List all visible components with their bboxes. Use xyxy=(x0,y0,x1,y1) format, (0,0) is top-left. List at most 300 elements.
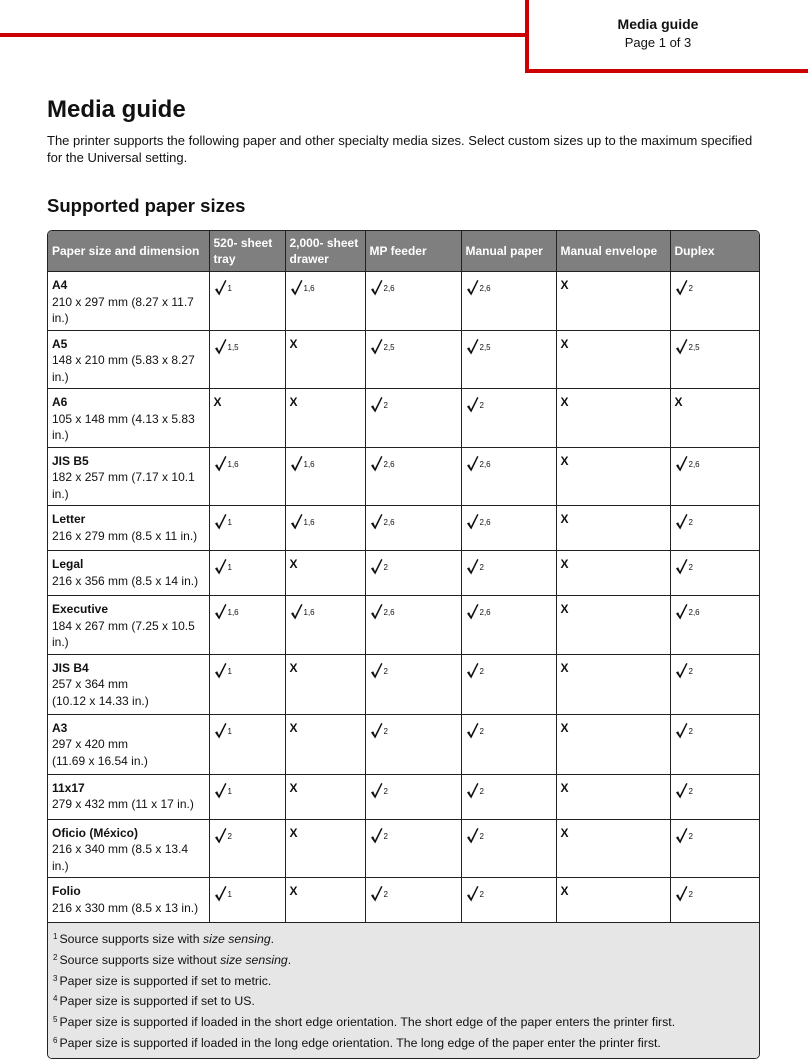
checkmark-icon xyxy=(370,885,383,907)
support-cell xyxy=(365,551,461,596)
footnote-reference: 1 xyxy=(227,726,232,736)
supported-mark xyxy=(214,513,232,535)
support-cell xyxy=(556,878,670,923)
support-cell xyxy=(461,654,556,714)
unsupported-mark: X xyxy=(560,660,569,675)
footnote-reference: 2,6 xyxy=(383,518,395,527)
footnote-reference: 1,6 xyxy=(303,608,315,617)
unsupported-mark: X xyxy=(560,395,569,409)
paper-size-cell xyxy=(48,272,209,331)
support-cell xyxy=(461,596,556,655)
supported-mark xyxy=(675,827,693,849)
unsupported-mark: X xyxy=(560,557,569,571)
support-cell xyxy=(461,447,556,506)
checkmark-icon xyxy=(214,338,227,360)
table-row xyxy=(48,330,759,389)
support-cell xyxy=(209,654,285,714)
footnote-emphasis: size sensing xyxy=(202,932,271,946)
col-header-mp-feeder: MP feeder xyxy=(365,231,461,272)
supported-mark xyxy=(290,279,315,301)
checkmark-icon xyxy=(675,558,688,580)
checkmark-icon xyxy=(370,396,383,418)
unsupported-mark: X xyxy=(289,395,298,409)
supported-mark xyxy=(370,558,388,580)
support-cell xyxy=(209,878,285,923)
checkmark-icon xyxy=(214,558,227,580)
support-cell xyxy=(365,596,461,655)
footnote-reference: 2,6 xyxy=(383,608,395,617)
paper-size-name: 11x17 xyxy=(52,780,85,795)
unsupported-mark: X xyxy=(560,884,569,898)
supported-mark xyxy=(675,885,693,907)
paper-size-name: Letter xyxy=(52,512,86,526)
supported-mark xyxy=(675,513,693,535)
support-cell xyxy=(285,774,365,819)
checkmark-icon xyxy=(466,396,479,418)
paper-size-cell xyxy=(48,596,209,655)
support-cell xyxy=(556,714,670,774)
supported-mark xyxy=(370,603,395,625)
header-rule-right xyxy=(525,69,808,73)
unsupported-mark: X xyxy=(289,720,298,735)
supported-mark xyxy=(466,885,484,907)
support-cell xyxy=(209,774,285,819)
paper-size-name: Executive xyxy=(52,602,109,616)
checkmark-icon xyxy=(466,603,479,625)
footnote-reference: 2,6 xyxy=(688,608,700,617)
footnote-reference: 2 xyxy=(479,666,484,676)
supported-mark xyxy=(214,885,232,907)
paper-size-cell xyxy=(48,389,209,448)
support-cell xyxy=(670,330,759,389)
header-rule-left xyxy=(0,33,528,37)
footnote-reference: 2 xyxy=(688,284,693,293)
paper-size-name: Legal xyxy=(52,557,84,571)
footnote xyxy=(53,1012,754,1033)
footnote xyxy=(53,1033,754,1054)
footnote-reference: 2 xyxy=(383,401,388,410)
footnote xyxy=(53,991,754,1012)
support-cell xyxy=(670,272,759,331)
paper-size-cell xyxy=(48,654,209,714)
support-cell xyxy=(365,774,461,819)
footnote-reference: 2 xyxy=(688,786,693,796)
paper-size-dimension: 184 x 267 mm (7.25 x 10.5 in.) xyxy=(52,618,195,649)
checkmark-icon xyxy=(214,279,227,301)
support-cell xyxy=(556,506,670,551)
supported-mark xyxy=(466,782,484,804)
paper-size-name: A5 xyxy=(52,336,68,351)
support-cell xyxy=(365,819,461,878)
supported-mark xyxy=(466,455,491,477)
footnote-number: 5 xyxy=(53,1015,58,1025)
supported-mark xyxy=(290,513,315,535)
paper-size-dimension: 216 x 356 mm (8.5 x 14 in.) xyxy=(52,573,199,588)
footnote-reference: 2 xyxy=(383,666,388,676)
support-cell xyxy=(285,654,365,714)
paper-size-cell xyxy=(48,819,209,878)
paper-size-cell xyxy=(48,714,209,774)
paper-size-name: Oficio (México) xyxy=(52,825,139,840)
footnote-number: 4 xyxy=(53,994,58,1004)
footnote-text: Paper size is supported if loaded in the long edge orientation. The long edge of the paper enter the printer first. xyxy=(59,1035,661,1050)
footnote-reference: 1,6 xyxy=(227,608,239,617)
footnote-reference: 1,6 xyxy=(227,459,239,469)
support-cell xyxy=(209,389,285,448)
paper-size-dimension: 182 x 257 mm (7.17 x 10.1 in.) xyxy=(52,470,195,501)
paper-size-name: JIS B5 xyxy=(52,453,89,468)
paper-size-dimension: 216 x 330 mm (8.5 x 13 in.) xyxy=(52,900,199,915)
support-cell xyxy=(209,819,285,878)
supported-mark xyxy=(370,279,395,301)
support-cell xyxy=(365,447,461,506)
footnote-number: 3 xyxy=(53,973,58,983)
support-cell xyxy=(670,819,759,878)
footnote-text-end: . xyxy=(287,952,292,967)
footnote-reference: 2,6 xyxy=(383,459,395,469)
footnote-reference: 1 xyxy=(227,284,232,293)
checkmark-icon xyxy=(214,603,227,625)
paper-sizes-table xyxy=(47,230,760,1059)
unsupported-mark: X xyxy=(289,780,298,795)
support-cell xyxy=(365,654,461,714)
supported-mark xyxy=(214,338,239,360)
support-cell xyxy=(556,774,670,819)
support-cell xyxy=(285,506,365,551)
supported-mark xyxy=(675,279,693,301)
supported-mark xyxy=(466,603,491,625)
checkmark-icon xyxy=(675,827,688,849)
unsupported-mark: X xyxy=(289,884,298,898)
footnote-text: Source supports size with xyxy=(59,932,203,946)
support-cell xyxy=(209,272,285,331)
footnote-reference: 2,6 xyxy=(479,608,491,617)
checkmark-icon xyxy=(370,513,383,535)
footnote xyxy=(53,971,754,992)
support-cell xyxy=(556,596,670,655)
paper-size-name: A4 xyxy=(52,278,68,292)
footnote-reference: 2 xyxy=(383,726,388,736)
checkmark-icon xyxy=(675,603,688,625)
table-row xyxy=(48,714,759,774)
unsupported-mark: X xyxy=(289,336,298,351)
support-cell xyxy=(461,551,556,596)
unsupported-mark: X xyxy=(560,278,569,292)
footnote-reference: 2 xyxy=(688,518,693,527)
supported-mark xyxy=(370,513,395,535)
supported-mark xyxy=(466,827,484,849)
footnote-emphasis: size sensing xyxy=(220,952,288,967)
support-cell xyxy=(209,447,285,506)
paper-size-dimension: 105 x 148 mm (4.13 x 5.83 in.) xyxy=(52,411,195,442)
support-cell xyxy=(670,506,759,551)
checkmark-icon xyxy=(214,662,227,684)
supported-mark xyxy=(675,603,700,625)
support-cell xyxy=(670,447,759,506)
support-cell xyxy=(285,272,365,331)
page-header xyxy=(530,14,786,52)
support-cell xyxy=(556,389,670,448)
support-cell xyxy=(285,389,365,448)
footnote-reference: 2 xyxy=(479,786,484,796)
unsupported-mark: X xyxy=(560,336,569,351)
supported-mark xyxy=(290,603,315,625)
support-cell xyxy=(461,330,556,389)
supported-mark xyxy=(466,279,491,301)
support-cell xyxy=(285,878,365,923)
footnote-text: Source supports size without xyxy=(59,952,221,967)
footnote-reference: 1 xyxy=(227,890,232,899)
supported-mark xyxy=(370,885,388,907)
footnote-reference: 2 xyxy=(479,401,484,410)
support-cell xyxy=(285,819,365,878)
checkmark-icon xyxy=(675,338,688,360)
col-header-2000-sheet-drawer: 2,000- sheet drawer xyxy=(285,231,365,272)
paper-size-dimension: 279 x 432 mm (11 x 17 in.) xyxy=(52,797,194,811)
header-title: Media guide xyxy=(617,16,699,32)
supported-mark xyxy=(466,338,491,360)
support-cell xyxy=(365,714,461,774)
footnote-reference: 1 xyxy=(227,518,232,527)
supported-mark xyxy=(675,558,693,580)
unsupported-mark: X xyxy=(560,825,569,840)
supported-mark xyxy=(214,279,232,301)
checkmark-icon xyxy=(466,455,479,477)
checkmark-icon xyxy=(370,338,383,360)
support-cell xyxy=(461,714,556,774)
footnote-reference: 1,5 xyxy=(227,342,239,352)
header-page-number: Page 1 of 3 xyxy=(624,35,692,50)
header-rule-vertical xyxy=(525,0,529,73)
footnote-reference: 1 xyxy=(227,786,232,796)
support-cell xyxy=(670,389,759,448)
table-row xyxy=(48,819,759,878)
unsupported-mark: X xyxy=(674,395,683,409)
footnote-reference: 2 xyxy=(383,786,388,796)
col-header-paper-size: Paper size and dimension xyxy=(48,231,209,272)
support-cell xyxy=(365,330,461,389)
col-header-duplex: Duplex xyxy=(670,231,759,272)
supported-mark xyxy=(214,662,232,684)
footnote-reference: 2 xyxy=(688,890,693,899)
unsupported-mark: X xyxy=(560,602,569,616)
paper-size-dimension: 216 x 340 mm (8.5 x 13.4 in.) xyxy=(52,842,189,873)
supported-mark xyxy=(466,662,484,684)
support-cell xyxy=(461,819,556,878)
supported-mark xyxy=(675,338,700,360)
supported-mark xyxy=(370,662,388,684)
checkmark-icon xyxy=(370,662,383,684)
footnote-reference: 2 xyxy=(383,890,388,899)
footnote-reference: 2,5 xyxy=(479,342,491,352)
support-cell xyxy=(209,551,285,596)
table-row xyxy=(48,878,759,923)
checkmark-icon xyxy=(675,455,688,477)
footnote-reference: 1,6 xyxy=(303,459,315,469)
support-cell xyxy=(285,447,365,506)
support-cell xyxy=(365,389,461,448)
support-cell xyxy=(209,330,285,389)
checkmark-icon xyxy=(290,513,303,535)
supported-mark xyxy=(675,455,700,477)
supported-mark xyxy=(370,782,388,804)
footnote-reference: 2,5 xyxy=(383,342,395,352)
paper-size-name: JIS B4 xyxy=(52,660,89,675)
paper-size-dimension: 257 x 364 mm xyxy=(52,677,129,691)
unsupported-mark: X xyxy=(560,453,569,468)
footnote-reference: 2 xyxy=(383,563,388,572)
paper-size-cell xyxy=(48,506,209,551)
footnote-reference: 2,5 xyxy=(688,342,700,352)
paper-size-cell xyxy=(48,330,209,389)
footnote-reference: 2 xyxy=(688,726,693,736)
checkmark-icon xyxy=(466,338,479,360)
checkmark-icon xyxy=(370,455,383,477)
footnote-text: Paper size is supported if set to US. xyxy=(59,994,255,1009)
supported-mark xyxy=(466,396,484,418)
footnote-reference: 2,6 xyxy=(479,284,491,293)
checkmark-icon xyxy=(675,279,688,301)
checkmark-icon xyxy=(214,885,227,907)
supported-mark xyxy=(214,827,232,849)
unsupported-mark: X xyxy=(289,557,298,571)
table-row xyxy=(48,272,759,331)
footnote-reference: 2,6 xyxy=(383,284,395,293)
unsupported-mark: X xyxy=(560,780,569,795)
support-cell xyxy=(556,551,670,596)
checkmark-icon xyxy=(675,885,688,907)
checkmark-icon xyxy=(290,603,303,625)
support-cell xyxy=(670,714,759,774)
support-cell xyxy=(209,506,285,551)
supported-mark xyxy=(466,513,491,535)
footnote-number: 6 xyxy=(53,1035,58,1045)
footnote-reference: 2 xyxy=(479,890,484,899)
footnote-reference: 1,6 xyxy=(303,518,315,527)
section-title: Supported paper sizes xyxy=(47,195,246,216)
checkmark-icon xyxy=(370,558,383,580)
footnote-reference: 2 xyxy=(688,666,693,676)
unsupported-mark: X xyxy=(289,825,298,840)
table-row xyxy=(48,389,759,448)
support-cell xyxy=(461,272,556,331)
footnote-reference: 1 xyxy=(227,666,232,676)
checkmark-icon xyxy=(214,455,227,477)
support-cell xyxy=(556,819,670,878)
support-cell xyxy=(365,878,461,923)
paper-size-dimension: (10.12 x 14.33 in.) xyxy=(52,693,149,708)
checkmark-icon xyxy=(675,782,688,804)
checkmark-icon xyxy=(466,558,479,580)
checkmark-icon xyxy=(214,782,227,804)
paper-size-dimension: 148 x 210 mm (5.83 x 8.27 in.) xyxy=(52,353,195,384)
footnote-reference: 1,6 xyxy=(303,284,315,293)
support-cell xyxy=(209,714,285,774)
checkmark-icon xyxy=(290,279,303,301)
supported-mark xyxy=(214,782,232,804)
checkmark-icon xyxy=(466,885,479,907)
support-cell xyxy=(285,330,365,389)
supported-mark xyxy=(290,455,315,477)
unsupported-mark: X xyxy=(560,720,569,735)
footnote-number: 1 xyxy=(53,932,58,941)
checkmark-icon xyxy=(466,279,479,301)
table-row xyxy=(48,447,759,506)
footnote-text-end: . xyxy=(270,932,275,946)
supported-mark xyxy=(675,722,693,744)
checkmark-icon xyxy=(370,782,383,804)
table-row xyxy=(48,506,759,551)
paper-size-cell xyxy=(48,551,209,596)
checkmark-icon xyxy=(290,455,303,477)
footnote-reference: 2 xyxy=(383,831,388,841)
support-cell xyxy=(285,596,365,655)
checkmark-icon xyxy=(214,722,227,744)
col-header-520-sheet-tray: 520- sheet tray xyxy=(209,231,285,272)
paper-size-cell xyxy=(48,878,209,923)
footnote-reference: 2,6 xyxy=(479,459,491,469)
support-cell xyxy=(365,506,461,551)
checkmark-icon xyxy=(466,513,479,535)
supported-mark xyxy=(370,722,388,744)
supported-mark xyxy=(466,558,484,580)
paper-size-dimension: 210 x 297 mm (8.27 x 11.7 in.) xyxy=(52,294,194,325)
support-cell xyxy=(670,774,759,819)
supported-mark xyxy=(214,722,232,744)
checkmark-icon xyxy=(466,722,479,744)
footnote-reference: 2,6 xyxy=(479,518,491,527)
support-cell xyxy=(670,654,759,714)
col-header-manual-paper: Manual paper xyxy=(461,231,556,272)
support-cell xyxy=(461,389,556,448)
table-row xyxy=(48,654,759,714)
checkmark-icon xyxy=(214,827,227,849)
table-row xyxy=(48,774,759,819)
paper-size-dimension: (11.69 x 16.54 in.) xyxy=(52,753,148,768)
supported-mark xyxy=(370,338,395,360)
support-cell xyxy=(556,654,670,714)
supported-mark xyxy=(214,603,239,625)
support-cell xyxy=(461,774,556,819)
supported-mark xyxy=(214,455,239,477)
footnote-reference: 2 xyxy=(688,563,693,572)
support-cell xyxy=(670,596,759,655)
paper-size-cell xyxy=(48,447,209,506)
checkmark-icon xyxy=(675,722,688,744)
checkmark-icon xyxy=(370,603,383,625)
paper-size-dimension: 216 x 279 mm (8.5 x 11 in.) xyxy=(52,528,198,543)
checkmark-icon xyxy=(370,279,383,301)
support-cell xyxy=(285,714,365,774)
footnote-reference: 2,6 xyxy=(688,459,700,469)
footnotes xyxy=(48,923,759,1058)
footnote-text: Paper size is supported if loaded in the short edge orientation. The short edge of the paper enters the printer first. xyxy=(59,1015,676,1030)
paper-size-name: A6 xyxy=(52,395,68,409)
table-header-row xyxy=(48,231,759,272)
support-cell xyxy=(461,878,556,923)
unsupported-mark: X xyxy=(213,395,222,409)
paper-size-dimension: 297 x 420 mm xyxy=(52,737,129,751)
footnote-reference: 2 xyxy=(479,831,484,841)
footnote xyxy=(53,950,754,971)
support-cell xyxy=(461,506,556,551)
support-cell xyxy=(670,878,759,923)
unsupported-mark: X xyxy=(289,660,298,675)
support-cell xyxy=(556,330,670,389)
checkmark-icon xyxy=(675,662,688,684)
supported-mark xyxy=(466,722,484,744)
supported-mark xyxy=(214,558,232,580)
